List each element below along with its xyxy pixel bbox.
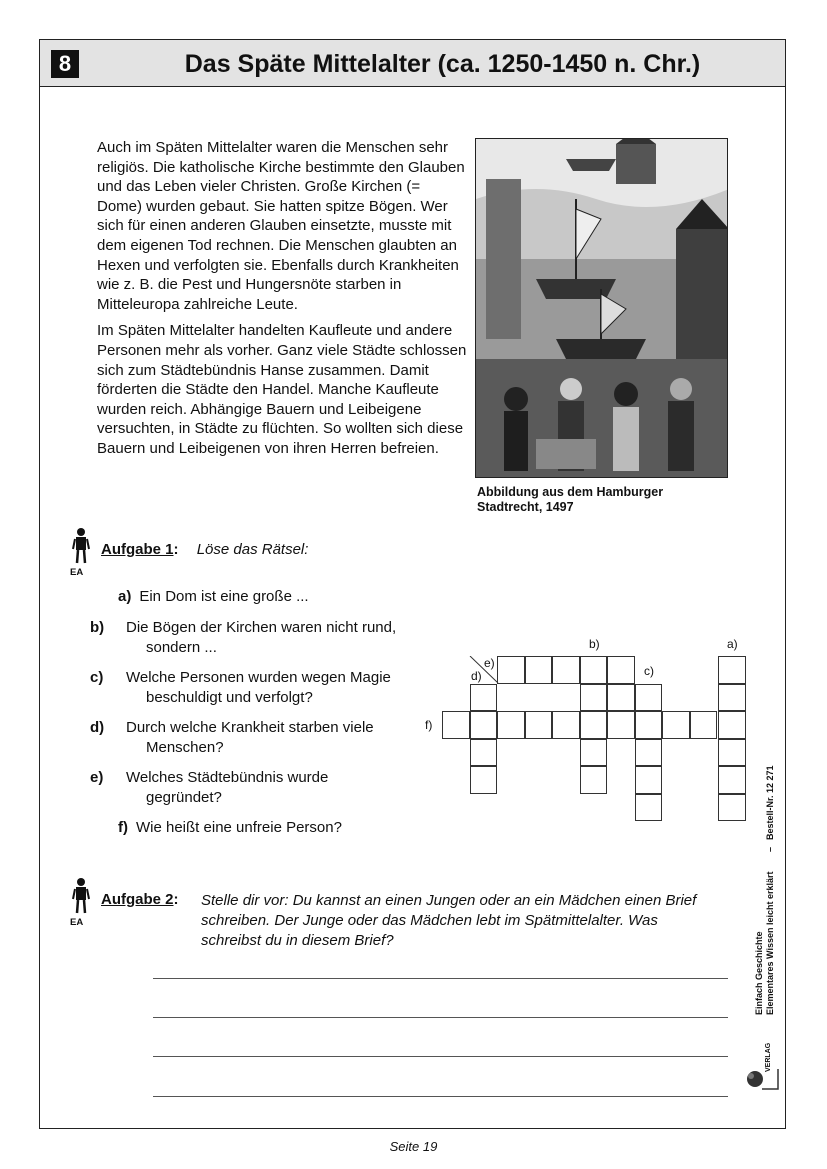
publisher-name: VERLAG [765,1042,772,1072]
task1-heading [101,541,308,558]
crossword-cell[interactable] [635,739,663,767]
question-text: Durch welche Krankheit starben viele Menschen? [126,719,374,756]
crossword-cell[interactable] [525,656,553,684]
publisher-logo [744,1067,780,1091]
clue-label-c: c) [644,664,654,678]
crossword-cell[interactable] [635,766,663,794]
header-bar [40,40,785,87]
crossword-cell[interactable] [580,656,608,684]
task2-instruction: Stelle dir vor: Du kannst an einen Jungen oder an ein Mädchen einen Brief schreiben. Der Junge oder das Mädchen lebt im Spätmittelalter. Was schreibst du in diesem Brief? [201,892,697,949]
crossword-cell[interactable] [580,766,608,794]
student-figure-icon [70,877,92,915]
task1-label: Aufgabe 1 [101,541,174,558]
crossword-cell[interactable] [580,711,608,739]
question-b: b) Die Bögen der Kirchen waren nicht rund, sondern ... [90,619,397,656]
question-f [118,818,418,838]
crossword-cell[interactable] [470,766,498,794]
crossword-cell[interactable] [497,656,525,684]
crossword-cell[interactable] [607,711,635,739]
clue-label-b: b) [589,637,600,651]
crossword-cell[interactable] [552,656,580,684]
order-number: Bestell-Nr. 12 271 [765,765,775,840]
clue-label-e: e) [484,656,495,670]
crossword-cell[interactable] [552,711,580,739]
clue-label-d: d) [471,669,482,683]
crossword-cell[interactable] [635,684,663,712]
crossword-cell[interactable] [690,711,718,739]
task1-instruction: Löse das Rätsel: [196,541,309,558]
writing-line[interactable] [153,1056,728,1057]
page-title: Das Späte Mittelalter (ca. 1250-1450 n. Chr.) [184,50,701,78]
student-figure-icon [70,527,92,565]
crossword-cell[interactable] [607,656,635,684]
intro-paragraph: Auch im Späten Mittelalter waren die Menschen sehr religiös. Die katholische Kirche bestimmte den Glauben und das Leben vieler Christen. Große Kirchen (= Dome) wurden gebaut. Sie hatten spitze Bögen. Wer sich für einen anderen Glauben einsetzte, musste mit dem eigenen Tod rechnen. Die Menschen glaubten an Hexen und verfolgten sie. Ebenfalls durch Krankheiten wie z. B. die Pest und Hungersnöte starben in Mitteleuropa zahlreiche Leute. [97,139,465,313]
page-number: Seite 19 [389,1139,438,1154]
writing-line[interactable] [153,1017,728,1018]
crossword-cell[interactable] [635,711,663,739]
task1-colon: : [173,541,179,558]
intro-text [97,138,467,466]
question-text: Ein Dom ist eine große ... [139,588,309,605]
book-title: Einfach Geschichte [754,931,764,1015]
question-text: Wie heißt eine unfreie Person? [136,819,342,836]
crossword-cell[interactable] [718,794,746,822]
question-c: c) Welche Personen wurden wegen Magie beschuldigt und verfolgt? [90,669,391,706]
crossword-cell[interactable] [580,684,608,712]
crossword-cell[interactable] [718,656,746,684]
sidebar-dash: – [765,846,775,852]
caption-line: Abbildung aus dem Hamburger [477,485,664,499]
task2-heading [101,891,179,908]
crossword-cell[interactable] [442,711,470,739]
chapter-number: 8 [51,50,79,78]
crossword-cell[interactable] [607,684,635,712]
crossword-cell[interactable] [525,711,553,739]
caption-line: Stadtrecht, 1497 [477,500,574,514]
question-a [118,587,418,607]
question-letter: f) [118,819,128,836]
book-subtitle: Elementares Wissen leicht erklärt [765,871,775,1015]
ea-badge: EA [70,567,84,578]
task2-colon: : [173,891,179,908]
question-text: Welche Personen wurden wegen Magie beschuldigt und verfolgt? [126,669,391,706]
question-text: Die Bögen der Kirchen waren nicht rund, sondern ... [126,619,397,656]
ea-badge: EA [70,917,84,928]
question-text: Welches Städtebündnis wurde gegründet? [126,769,329,806]
crossword-cell[interactable] [635,794,663,822]
historical-illustration [475,138,728,478]
clue-label-f: f) [425,718,433,732]
question-e: e) Welches Städtebündnis wurde gegründet? [90,769,329,806]
crossword-cell[interactable] [470,684,498,712]
question-d: d) Durch welche Krankheit starben viele Menschen? [90,719,374,756]
crossword-cell[interactable] [470,711,498,739]
crossword-cell[interactable] [718,739,746,767]
image-caption [477,485,737,515]
crossword-cell[interactable] [718,684,746,712]
clue-label-a: a) [727,637,738,651]
writing-line[interactable] [153,978,728,979]
question-letter: a) [118,588,132,605]
crossword-cell[interactable] [497,711,525,739]
crossword-cell[interactable] [718,766,746,794]
task2-label: Aufgabe 2 [101,891,174,908]
crossword-cell[interactable] [580,739,608,767]
writing-line[interactable] [153,1096,728,1097]
crossword-cell[interactable] [662,711,690,739]
illustration-drawing [476,139,728,478]
crossword-cell[interactable] [718,711,746,739]
intro-paragraph: Im Späten Mittelalter handelten Kaufleute und andere Personen mehr als vorher. Ganz viele Städte schlossen sich zum Städtebündnis Hanse zusammen. Damit förderten die Städte den Handel. Manche Kaufleute wurden reich. Abhängige Bauern und Leibeigene versuchten, in Städte zu flüchten. So wollten sich diese Bauern und Leibeigenen von ihren Herren befreien. [97,322,467,457]
crossword-cell[interactable] [470,739,498,767]
